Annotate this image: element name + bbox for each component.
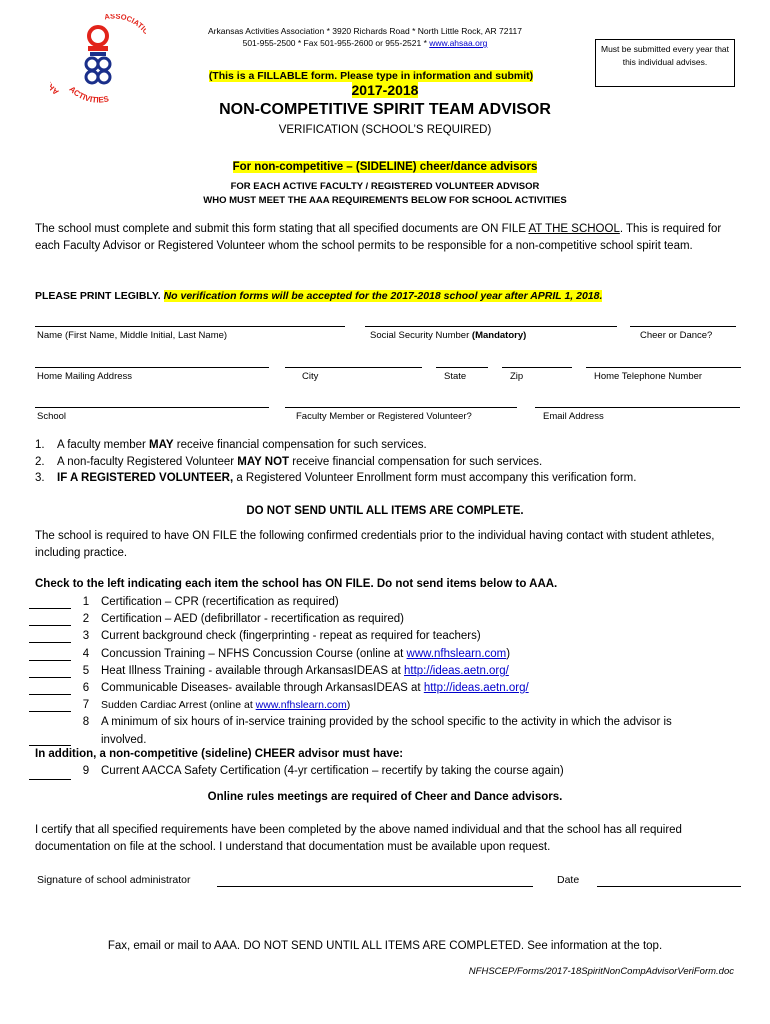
- association-phone: 501-955-2500 * Fax 501-955-2600 or 955-2521 * www.ahsaa.org: [242, 38, 488, 48]
- address-input[interactable]: [35, 367, 269, 368]
- check-blank[interactable]: [29, 697, 71, 712]
- city-label: City: [302, 371, 319, 382]
- online-rules-notice: Online rules meetings are required of Cheer and Dance advisors.: [207, 791, 563, 803]
- city-input[interactable]: [285, 367, 422, 368]
- fillable-notice: (This is a FILLABLE form. Please type in information and submit): [208, 70, 534, 82]
- checklist-item: 7 Sudden Cardiac Arrest (online at www.nfhslearn.com): [29, 697, 749, 714]
- rule-item: 2. A non-faculty Registered Volunteer MAY NOT receive financial compensation for such services.: [35, 455, 543, 468]
- check-blank[interactable]: [29, 628, 71, 643]
- checklist-item: 3 Current background check (fingerprinting - repeat as required for teachers): [29, 628, 749, 645]
- check-blank[interactable]: [29, 714, 71, 746]
- requirement-line-1: FOR EACH ACTIVE FACULTY / REGISTERED VOLUNTEER ADVISOR: [230, 181, 540, 192]
- ssn-label: Social Security Number (Mandatory): [370, 330, 527, 341]
- phone-label: Home Telephone Number: [594, 371, 703, 382]
- rules-list: [35, 437, 745, 487]
- sideline-notice: For non-competitive – (SIDELINE) cheer/dance advisors: [232, 161, 538, 173]
- svg-text:ACTIVITIES: ACTIVITIES: [67, 84, 110, 105]
- print-notice: PLEASE PRINT LEGIBLY. No verification forms will be accepted for the 2017-2018 school year after APRIL 1, 2018.: [35, 290, 603, 302]
- rule-item: 3. IF A REGISTERED VOLUNTEER, a Registered Volunteer Enrollment form must accompany this verification form.: [35, 472, 637, 484]
- faculty-or-volunteer-input[interactable]: [285, 407, 517, 408]
- checklist-item: 4 Concussion Training – NFHS Concussion Course (online at www.nfhslearn.com): [29, 646, 749, 663]
- email-input[interactable]: [535, 407, 740, 408]
- phone-input[interactable]: [586, 367, 741, 368]
- certify-paragraph: I certify that all specified requirements have been completed by the above named individual and that the school has all required documentation on file at the school. I understand that documentation must be available upon request.: [35, 824, 682, 853]
- faculty-or-volunteer-label: Faculty Member or Registered Volunteer?: [296, 411, 472, 422]
- check-heading: Check to the left indicating each item the school has ON FILE. Do not send items below to AAA.: [35, 578, 558, 590]
- date-input[interactable]: [597, 886, 741, 887]
- website-link[interactable]: www.ahsaa.org: [429, 38, 488, 48]
- checklist-item: 5 Heat Illness Training - available through ArkansasIDEAS at http://ideas.aetn.org/: [29, 663, 749, 680]
- ssn-input[interactable]: [365, 326, 617, 327]
- check-blank[interactable]: [29, 594, 71, 609]
- name-label: Name (First Name, Middle Initial, Last Name): [37, 330, 228, 341]
- cheer-heading: In addition, a non-competitive (sideline) CHEER advisor must have:: [35, 748, 404, 760]
- svg-text:ASSOCIATION: ASSOCIAT: [103, 14, 145, 31]
- nfhslearn-link[interactable]: www.nfhslearn.com: [255, 699, 347, 712]
- association-address: Arkansas Activities Association * 3920 Richards Road * North Little Rock, AR 72117: [207, 26, 523, 36]
- notice-box: Must be submitted every year that this individual advises.: [595, 39, 735, 87]
- checklist: [29, 594, 749, 749]
- file-name: NFHSCEP/Forms/2017-18SpiritNonCompAdvisorVeriForm.doc: [468, 966, 734, 977]
- state-input[interactable]: [436, 367, 488, 368]
- date-label: Date: [557, 874, 580, 886]
- checklist-item-9: 9 Current AACCA Safety Certification (4-yr certification – recertify by taking the course again): [29, 765, 749, 780]
- check-blank[interactable]: [29, 611, 71, 626]
- cheer-or-dance-input[interactable]: [630, 326, 736, 327]
- check-blank[interactable]: [29, 646, 71, 661]
- form-title: NON-COMPETITIVE SPIRIT TEAM ADVISOR: [219, 101, 551, 118]
- signature-input[interactable]: [217, 886, 533, 887]
- requirement-line-2: WHO MUST MEET THE AAA REQUIREMENTS BELOW FOR SCHOOL ACTIVITIES: [203, 195, 567, 206]
- svg-text:ARKANSAS: A: [50, 85, 61, 97]
- zip-input[interactable]: [502, 367, 572, 368]
- nfhslearn-link[interactable]: www.nfhslearn.com: [406, 647, 507, 660]
- cheer-or-dance-label: Cheer or Dance?: [640, 330, 713, 341]
- ideas-link[interactable]: http://ideas.aetn.org/: [404, 664, 509, 677]
- email-label: Email Address: [543, 411, 604, 422]
- checklist-item: 2 Certification – AED (defibrillator - recertification as required): [29, 611, 749, 628]
- address-label: Home Mailing Address: [37, 371, 133, 382]
- footer-notice: Fax, email or mail to AAA. DO NOT SEND UNTIL ALL ITEMS ARE COMPLETED. See information at the top.: [107, 940, 663, 952]
- intro-paragraph: The school must complete and submit this form stating that all specified documents are ON FILE AT THE SCHOOL. This is required for each Faculty Advisor or Registered Volunteer whom the school permits to be responsible for a non-competitive school spirit team.: [35, 223, 722, 252]
- check-blank[interactable]: [29, 663, 71, 678]
- form-subtitle: VERIFICATION (SCHOOL’S REQUIRED): [278, 124, 492, 136]
- rule-item: 1. A faculty member MAY receive financial compensation for such services.: [35, 439, 427, 451]
- school-input[interactable]: [35, 407, 269, 408]
- name-input[interactable]: [35, 326, 345, 327]
- checklist-item: 8 A minimum of six hours of in-service training provided by the school specific to the activity in which the advisor is involved.: [29, 714, 749, 748]
- ideas-link[interactable]: http://ideas.aetn.org/: [423, 682, 529, 695]
- state-label: State: [444, 371, 467, 382]
- onfile-paragraph: The school is required to have ON FILE the following confirmed credentials prior to the individual having contact with student athletes, including practice.: [35, 530, 715, 559]
- year-label: 2017-2018: [351, 82, 419, 98]
- school-label: School: [37, 411, 67, 422]
- do-not-send-notice: DO NOT SEND UNTIL ALL ITEMS ARE COMPLETE.: [246, 505, 524, 517]
- checklist-item: 6 Communicable Diseases- available through ArkansasIDEAS at http://ideas.aetn.org/: [29, 680, 749, 697]
- aaa-logo: [50, 14, 146, 110]
- zip-label: Zip: [510, 371, 524, 382]
- checklist-item: 1 Certification – CPR (recertification as required): [29, 594, 749, 611]
- check-blank[interactable]: [29, 765, 71, 780]
- check-blank[interactable]: [29, 680, 71, 695]
- signature-label: Signature of school administrator: [37, 874, 191, 886]
